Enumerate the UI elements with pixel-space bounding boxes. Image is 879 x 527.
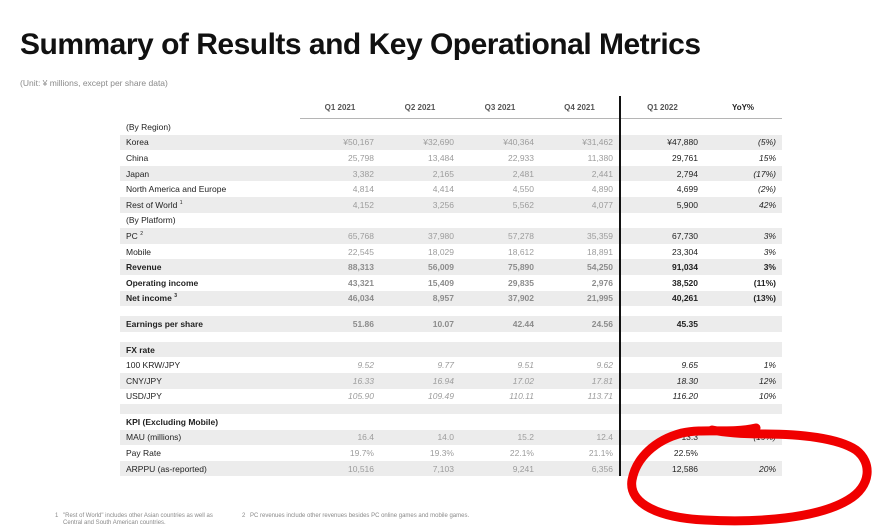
- cell-value: 29,835: [508, 277, 534, 288]
- cell-value: 3,382: [300, 166, 380, 182]
- row-label: Earnings per share: [120, 316, 300, 332]
- table-row: [120, 461, 782, 477]
- cell-value: 105.90: [348, 391, 374, 402]
- footnote-1-number: 1: [55, 513, 59, 519]
- cell-value: 4,152: [300, 197, 380, 213]
- col-header: Q1 2021: [300, 96, 380, 119]
- cell-value: 9,241: [460, 461, 540, 477]
- cell-value: 12.4: [540, 430, 620, 446]
- col-header-current: Q1 2022: [620, 96, 704, 119]
- table-row: [120, 445, 782, 461]
- footnote-ref: 3: [174, 293, 177, 300]
- cell-current: 23,304: [620, 244, 704, 260]
- row-label: Mobile: [126, 246, 152, 257]
- row-label: 100 KRW/JPY: [126, 360, 181, 371]
- cell-yoy: 10%: [758, 391, 776, 402]
- footnote-ref: 1: [179, 199, 183, 206]
- footnote-1-text: "Rest of World" includes other Asian countries as well as Central and South American countries.: [63, 513, 213, 526]
- row-label: Operating income: [126, 277, 199, 288]
- cell-value: ¥32,690: [380, 135, 460, 151]
- cell-current: 4,699: [620, 181, 704, 197]
- page-title: Summary of Results and Key Operational Metrics: [20, 28, 701, 61]
- footnote-ref: 2: [140, 231, 143, 238]
- cell-value: 15,409: [428, 277, 454, 288]
- cell-yoy: (11%): [753, 277, 776, 288]
- cell-value: 109.49: [428, 391, 454, 402]
- table-row: [120, 135, 782, 151]
- cell-value: 2,976: [591, 277, 613, 288]
- cell-value: 4,414: [432, 184, 454, 195]
- cell-value: 11,380: [587, 152, 613, 163]
- cell-yoy: [704, 445, 782, 461]
- cell-value: 2,481: [460, 166, 540, 182]
- table-row: [120, 197, 782, 213]
- cell-yoy: 3%: [704, 259, 782, 275]
- row-label: Japan: [120, 166, 300, 182]
- cell-current: 2,794: [620, 166, 704, 182]
- cell-value: 9.51: [517, 360, 534, 371]
- cell-value: 37,902: [460, 291, 540, 307]
- cell-value: 6,356: [540, 461, 620, 477]
- cell-value: 35,359: [540, 228, 620, 244]
- col-header: Q3 2021: [460, 96, 540, 119]
- cell-value: 10.07: [380, 316, 460, 332]
- cell-value: 9.62: [596, 360, 613, 371]
- row-label: CNY/JPY: [120, 373, 300, 389]
- cell-yoy: 3%: [763, 246, 776, 257]
- cell-value: 14.0: [380, 430, 460, 446]
- cell-value: 56,009: [380, 259, 460, 275]
- cell-value: ¥31,462: [540, 135, 620, 151]
- cell-value: 17.02: [460, 373, 540, 389]
- section-row: [120, 213, 782, 229]
- row-label: North America and Europe: [126, 184, 227, 195]
- cell-yoy: [704, 316, 782, 332]
- table-row: [120, 244, 782, 260]
- cell-value: 22,545: [348, 246, 374, 257]
- cell-value: 16.94: [380, 373, 460, 389]
- cell-yoy: 42%: [704, 197, 782, 213]
- cell-value: ¥50,167: [300, 135, 380, 151]
- table-row: [120, 275, 782, 291]
- row-label: MAU (millions): [120, 430, 300, 446]
- cell-value: 37,980: [380, 228, 460, 244]
- col-header: Q2 2021: [380, 96, 460, 119]
- table-row: [120, 357, 782, 373]
- cell-value: 21,995: [540, 291, 620, 307]
- cell-value: 7,103: [380, 461, 460, 477]
- cell-value: 9.52: [357, 360, 374, 371]
- table-row: [120, 373, 782, 389]
- cell-value: 54,250: [540, 259, 620, 275]
- cell-value: 24.56: [540, 316, 620, 332]
- cell-value: 42.44: [460, 316, 540, 332]
- section-label: (By Platform): [126, 215, 176, 226]
- cell-value: 25,798: [348, 152, 374, 163]
- cell-current: 67,730: [620, 228, 704, 244]
- cell-yoy: 15%: [758, 152, 776, 163]
- cell-yoy: 12%: [704, 373, 782, 389]
- cell-value: 4,077: [540, 197, 620, 213]
- cell-current: 29,761: [620, 150, 704, 166]
- row-label: Korea: [120, 135, 300, 151]
- cell-value: 18,612: [508, 246, 534, 257]
- table-row: [120, 389, 782, 405]
- cell-value: 16.33: [300, 373, 380, 389]
- cell-value: 5,562: [460, 197, 540, 213]
- cell-yoy: (5%): [704, 135, 782, 151]
- cell-current: 12,586: [620, 461, 704, 477]
- unit-note: (Unit: ¥ millions, except per share data): [20, 78, 168, 88]
- cell-current: 38,520: [620, 275, 704, 291]
- row-label: Net income $^3$: [120, 291, 300, 307]
- table-row: [120, 150, 782, 166]
- cell-value: 9.77: [437, 360, 454, 371]
- col-header: Q4 2021: [540, 96, 620, 119]
- cell-value: 8,957: [380, 291, 460, 307]
- cell-yoy: (2%): [758, 184, 776, 195]
- cell-current: 40,261: [620, 291, 704, 307]
- cell-value: 10,516: [300, 461, 380, 477]
- footnote-2-number: 2: [242, 513, 246, 519]
- cell-value: 110.11: [509, 391, 534, 402]
- cell-value: 17.81: [540, 373, 620, 389]
- cell-value: 18,029: [428, 246, 454, 257]
- cell-yoy: (19%): [704, 430, 782, 446]
- cell-value: 88,313: [300, 259, 380, 275]
- cell-current: 9.65: [620, 357, 704, 373]
- cell-value: 22,933: [508, 152, 534, 163]
- table-row: [120, 259, 782, 275]
- cell-value: 46,034: [300, 291, 380, 307]
- cell-value: 57,278: [460, 228, 540, 244]
- section-label: (By Region): [126, 121, 171, 132]
- cell-yoy: 1%: [763, 360, 776, 371]
- cell-current: 45.35: [620, 316, 704, 332]
- cell-value: 3,256: [380, 197, 460, 213]
- cell-value: 18,891: [587, 246, 613, 257]
- table-row: [120, 430, 782, 446]
- cell-yoy: (17%): [704, 166, 782, 182]
- table-row: [120, 316, 782, 332]
- table-row: [120, 181, 782, 197]
- cell-value: 21.1%: [588, 448, 613, 459]
- cell-value: 113.71: [587, 391, 613, 402]
- section-label: KPI (Excluding Mobile): [126, 416, 219, 427]
- cell-value: 51.86: [300, 316, 380, 332]
- section-label: FX rate: [120, 342, 620, 358]
- table-row: [120, 228, 782, 244]
- results-table: [120, 96, 782, 476]
- cell-value: 16.4: [300, 430, 380, 446]
- cell-value: 4,814: [352, 184, 374, 195]
- cell-yoy: 20%: [704, 461, 782, 477]
- cell-value: 4,550: [512, 184, 534, 195]
- section-row: [120, 119, 782, 135]
- cell-value: 2,441: [540, 166, 620, 182]
- cell-value: 4,890: [591, 184, 613, 195]
- cell-current: 5,900: [620, 197, 704, 213]
- section-row: [120, 342, 782, 358]
- cell-value: 43,321: [348, 277, 374, 288]
- section-row: [120, 414, 782, 430]
- cell-value: 19.7%: [349, 448, 374, 459]
- row-label: ARPPU (as-reported): [120, 461, 300, 477]
- cell-value: 2,165: [380, 166, 460, 182]
- cell-current: 116.20: [620, 389, 704, 405]
- row-label: Rest of World $^1$: [120, 197, 300, 213]
- cell-current: 13.3: [620, 430, 704, 446]
- cell-value: 15.2: [460, 430, 540, 446]
- row-label: Pay Rate: [126, 448, 161, 459]
- col-header-yoy: YoY%: [704, 96, 782, 119]
- cell-value: ¥40,364: [460, 135, 540, 151]
- row-label: China: [126, 152, 149, 163]
- cell-current: 18.30: [620, 373, 704, 389]
- cell-value: 65,768: [300, 228, 380, 244]
- footnote-2-text: PC revenues include other revenues besides PC online games and mobile games.: [250, 513, 470, 519]
- cell-current: ¥47,880: [620, 135, 704, 151]
- table-row: [120, 291, 782, 307]
- row-label: Revenue: [120, 259, 300, 275]
- row-label: PC $^2$: [120, 228, 300, 244]
- cell-value: 13,484: [428, 152, 454, 163]
- row-label: USD/JPY: [126, 391, 162, 402]
- cell-yoy: 3%: [704, 228, 782, 244]
- cell-current: 22.5%: [620, 445, 704, 461]
- cell-value: 22.1%: [509, 448, 534, 459]
- table-row: [120, 166, 782, 182]
- cell-current: 91,034: [620, 259, 704, 275]
- cell-value: 75,890: [460, 259, 540, 275]
- table-header-row: [120, 96, 782, 119]
- cell-yoy: (13%): [704, 291, 782, 307]
- cell-value: 19.3%: [429, 448, 454, 459]
